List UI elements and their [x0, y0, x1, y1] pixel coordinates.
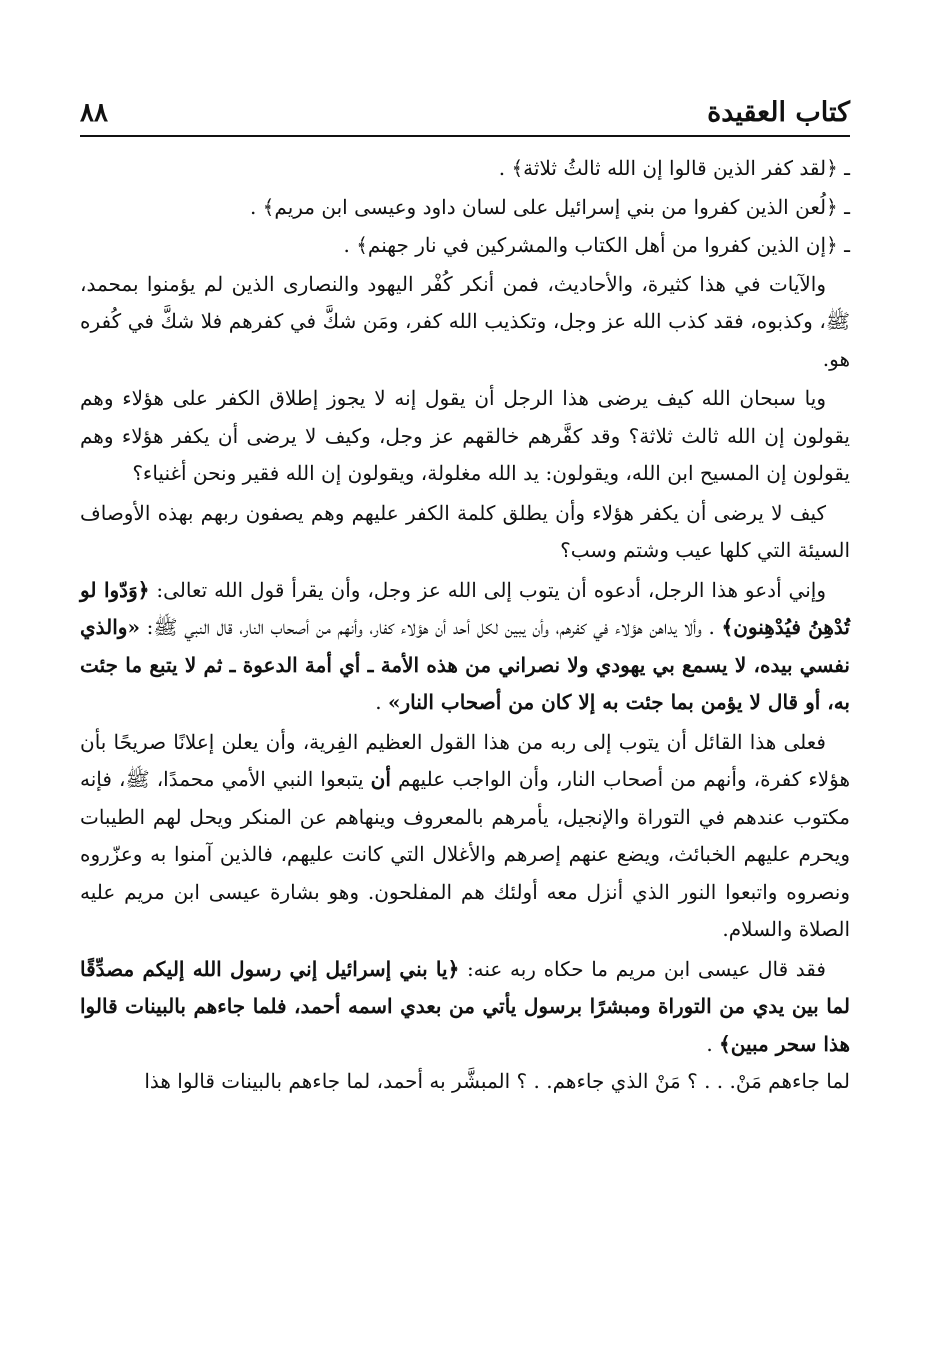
- emphasis-word: أن: [370, 767, 391, 791]
- paragraph-text: يتبعوا النبي الأمي محمدًا، ﷺ، فإنه مكتوب عندهم في التوراة والإنجيل، يأمرهم بالمعروف وينهاهم عن المنكر ويحل لهم الطيبات ويحرم عليهم الخبائث، ويضع عنهم إصرهم والأغلال التي كانت عليهم، فالذين آمنوا به وعزّروه ونصروه واتبعوا النور الذي أنزل معه أولئك هم المفلحون. وهو بشارة عيسى ابن مريم عليه الصلاة والسلام.: [80, 767, 850, 941]
- paragraph: [80, 572, 850, 722]
- paragraph-text: .: [375, 690, 382, 714]
- paragraph-text: . وألا يداهن هؤلاء في كفرهم، وأن يبين لكل أحد أن هؤلاء كفار، وأنهم من أصحاب النار، قال النبي ﷺ:: [146, 615, 715, 639]
- running-title: كتاب العقيدة: [707, 97, 850, 128]
- paragraph: [80, 724, 850, 949]
- paragraph: كيف لا يرضى أن يكفر هؤلاء وأن يطلق كلمة الكفر عليهم وهم يصفون ربهم بهذه الأوصاف السيئة التي كلها عيب وشتم وسب؟: [80, 500, 850, 562]
- page-header: [80, 92, 850, 128]
- verse-line: ـ ﴿إن الذين كفروا من أهل الكتاب والمشركين في نار جهنم﴾ .: [343, 233, 850, 257]
- quran-quote: ﴿يا بني إسرائيل إني رسول الله إليكم مصدِّقًا لما بين يدي من التوراة ومبشرًا برسول يأتي من بعدي اسمه أحمد، فلما جاءهم بالبينات قالوا هذا سحر مبين﴾: [80, 956, 850, 1056]
- verse-line: ـ ﴿لُعن الذين كفروا من بني إسرائيل على لسان داود وعيسى ابن مريم﴾ .: [249, 194, 850, 219]
- paragraph-text: وإني أدعو هذا الرجل، أدعوه أن يتوب إلى الله عز وجل، وأن يقرأ قول الله تعالى:: [156, 577, 827, 602]
- verse-line: ـ ﴿لقد كفر الذين قالوا إن الله ثالثُ ثلاثة﴾ .: [498, 156, 850, 180]
- paragraph-text: .: [706, 1031, 713, 1056]
- header-rule: [80, 135, 850, 137]
- paragraph: [80, 951, 850, 1064]
- page-number: ٨٨: [80, 98, 108, 128]
- hadith-quote: «والذي نفسي بيده، لا يسمع بي يهودي ولا نصراني من هذه الأمة ـ أي أمة الدعوة ـ ثم لا يتبع ما جئت به، أو قال لا يؤمن بما جئت به إلا كان من أصحاب النار»: [80, 615, 850, 714]
- quran-quote: ﴿وَدّوا لو تُدْهِنُ فيُدْهِنون﴾: [80, 577, 850, 639]
- paragraph: والآيات في هذا كثيرة، والأحاديث، فمن أنكر كُفْر اليهود والنصارى الذين لم يؤمنوا بمحمد، ﷺ، وكذبوه، فقد كذب الله عز وجل، وتكذيب الله كفر، ومَن شكَّ في كفرهم فلا شكَّ في كُفره هو.: [80, 271, 850, 371]
- page-body: [80, 148, 850, 1101]
- paragraph-text: فعلى هذا القائل أن يتوب إلى ربه من هذا القول العظيم الفِرية، وأن يعلن إعلانًا صريحًا بأن هؤلاء كفرة، وأنهم من أصحاب النار، وأن الواجب عليهم: [80, 729, 851, 791]
- paragraph-text: فقد قال عيسى ابن مريم ما حكاه ربه عنه:: [466, 956, 826, 981]
- paragraph: لما جاءهم مَنْ. . . ؟ مَنْ الذي جاءهم. . ؟ المبشَّر به أحمد، لما جاءهم بالبينات قالوا هذا: [144, 1069, 850, 1093]
- paragraph: ويا سبحان الله كيف يرضى هذا الرجل أن يقول إنه لا يجوز إطلاق الكفر على هؤلاء وهم يقولون إن الله ثالث ثلاثة؟ وقد كفَّرهم خالقهم عز وجل، وكيف لا يرضى أن يكفر هؤلاء وهم يقولون إن المسيح ابن الله، ويقولون: يد الله مغلولة، ويقولون إن الله فقير ونحن أغنياء؟: [80, 386, 850, 485]
